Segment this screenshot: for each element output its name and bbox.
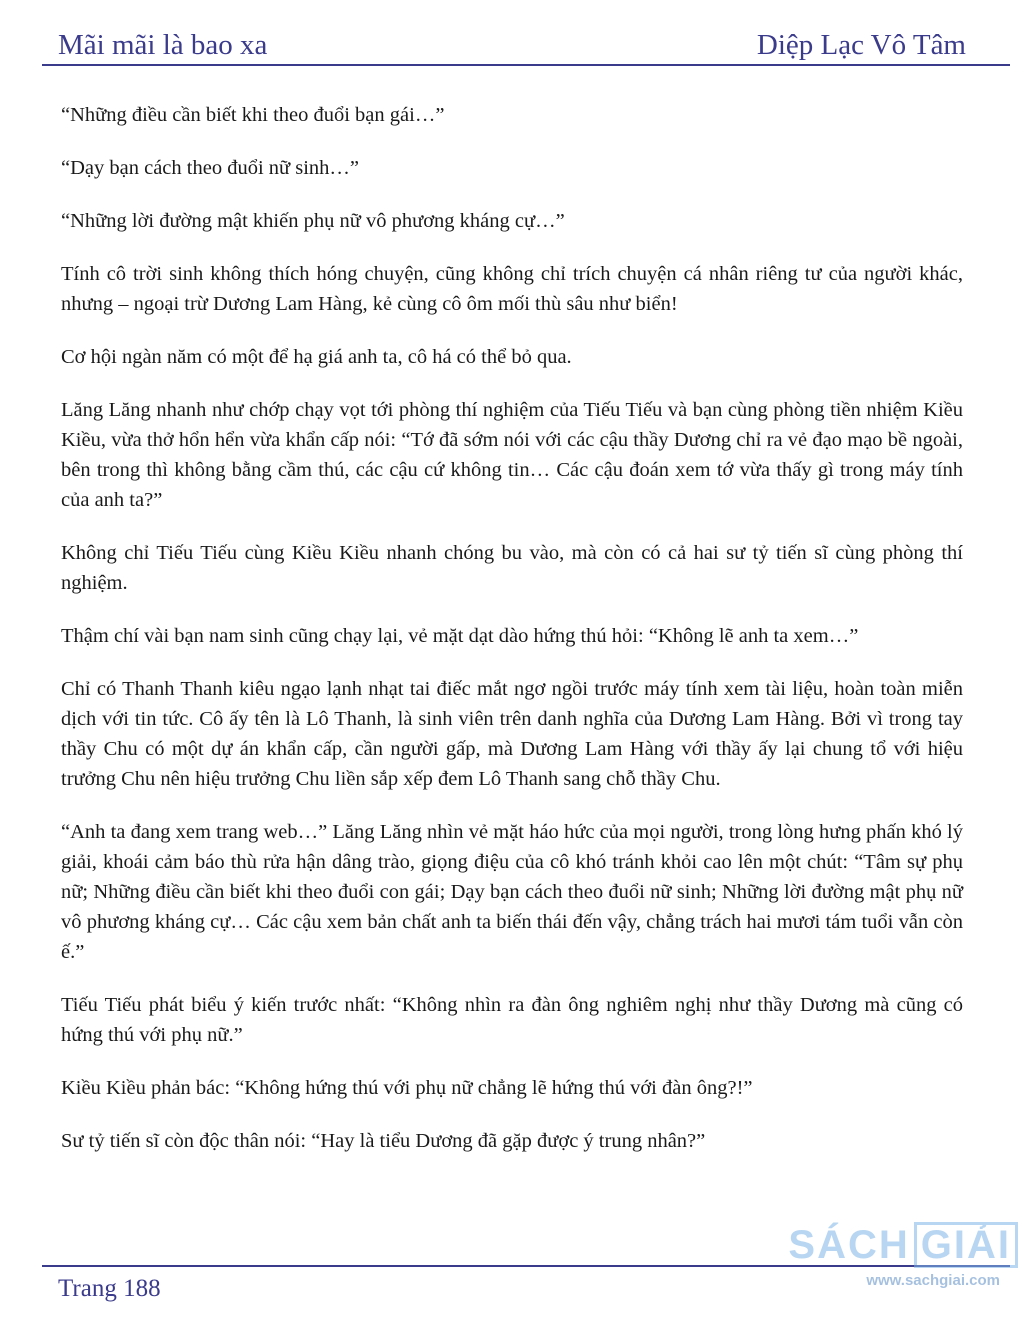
paragraph: “Dạy bạn cách theo đuổi nữ sinh…” [61, 157, 360, 179]
paragraph: Cơ hội ngàn năm có một để hạ giá anh ta, cô há có thể bỏ qua. [61, 346, 572, 368]
watermark-logo-right: GIẢI [914, 1222, 1018, 1268]
paragraph: Kiều Kiều phản bác: “Không hứng thú với phụ nữ chẳng lẽ hứng thú với đàn ông?!” [61, 1077, 753, 1099]
paragraph: “Anh ta đang xem trang web…” Lăng Lăng nhìn vẻ mặt háo hức của mọi người, trong lòng hưng phấn khó lý giải, khoái cảm báo thù rửa hận dâng trào, giọng điệu của cô khó tránh khỏi cao lên một chút: “Tâm sự phụ nữ; Những điều cần biết khi theo đuổi con gái; Dạy bạn cách theo đuổi nữ sinh; Những lời đường mật phụ nữ vô phương kháng cự… Các cậu xem bản chất anh ta biến thái đến vậy, chẳng trách hai mươi tám tuổi vẫn còn ế.” [61, 821, 963, 963]
watermark-logo [788, 1222, 1018, 1268]
header-divider [42, 64, 1010, 66]
watermark [788, 1222, 1018, 1289]
watermark-logo-left: SÁCH [788, 1223, 910, 1267]
book-title: Mãi mãi là bao xa [58, 29, 268, 61]
paragraph: Chỉ có Thanh Thanh kiêu ngạo lạnh nhạt tai điếc mắt ngơ ngồi trước máy tính xem tài liệu, hoàn toàn miễn dịch với tin tức. Cô ấy tên là Lô Thanh, là sinh viên trên danh nghĩa của Dương Lam Hàng. Bởi vì trong tay thầy Chu có một dự án khẩn cấp, cần người gấp, mà Dương Lam Hàng với thầy ấy lại chung tổ với hiệu trưởng Chu nên hiệu trưởng Chu liền sắp xếp đem Lô Thanh sang chỗ thầy Chu. [61, 678, 963, 790]
author-name: Diệp Lạc Vô Tâm [756, 29, 966, 61]
paragraph: Thậm chí vài bạn nam sinh cũng chạy lại, vẻ mặt dạt dào hứng thú hỏi: “Không lẽ anh ta xem…” [61, 625, 859, 647]
paragraph: Tiếu Tiếu phát biểu ý kiến trước nhất: “Không nhìn ra đàn ông nghiêm nghị như thầy Dương mà cũng có hứng thú với phụ nữ.” [61, 994, 963, 1046]
page-number: Trang 188 [58, 1275, 161, 1302]
watermark-url: www.sachgiai.com [866, 1272, 1000, 1289]
paragraph: Không chỉ Tiếu Tiếu cùng Kiều Kiều nhanh chóng bu vào, mà còn có cả hai sư tỷ tiến sĩ cùng phòng thí nghiệm. [61, 542, 963, 594]
paragraph: Sư tỷ tiến sĩ còn độc thân nói: “Hay là tiểu Dương đã gặp được ý trung nhân?” [61, 1130, 706, 1152]
paragraph: Tính cô trời sinh không thích hóng chuyện, cũng không chỉ trích chuyện cá nhân riêng tư của người khác, nhưng – ngoại trừ Dương Lam Hàng, kẻ cùng cô ôm mối thù sâu như biển! [61, 263, 963, 315]
paragraph: Lăng Lăng nhanh như chớp chạy vọt tới phòng thí nghiệm của Tiếu Tiếu và bạn cùng phòng tiền nhiệm Kiều Kiều, vừa thở hổn hển vừa khẩn cấp nói: “Tớ đã sớm nói với các cậu thầy Dương chỉ ra vẻ đạo mạo bề ngoài, bên trong thì không bằng cầm thú, các cậu cứ không tin… Các cậu đoán xem tớ vừa thấy gì trong máy tính của anh ta?” [61, 399, 963, 511]
paragraph: “Những lời đường mật khiến phụ nữ vô phương kháng cự…” [61, 210, 565, 232]
page-body [61, 100, 963, 1179]
paragraph: “Những điều cần biết khi theo đuổi bạn gái…” [61, 104, 445, 126]
page-header [58, 22, 966, 62]
